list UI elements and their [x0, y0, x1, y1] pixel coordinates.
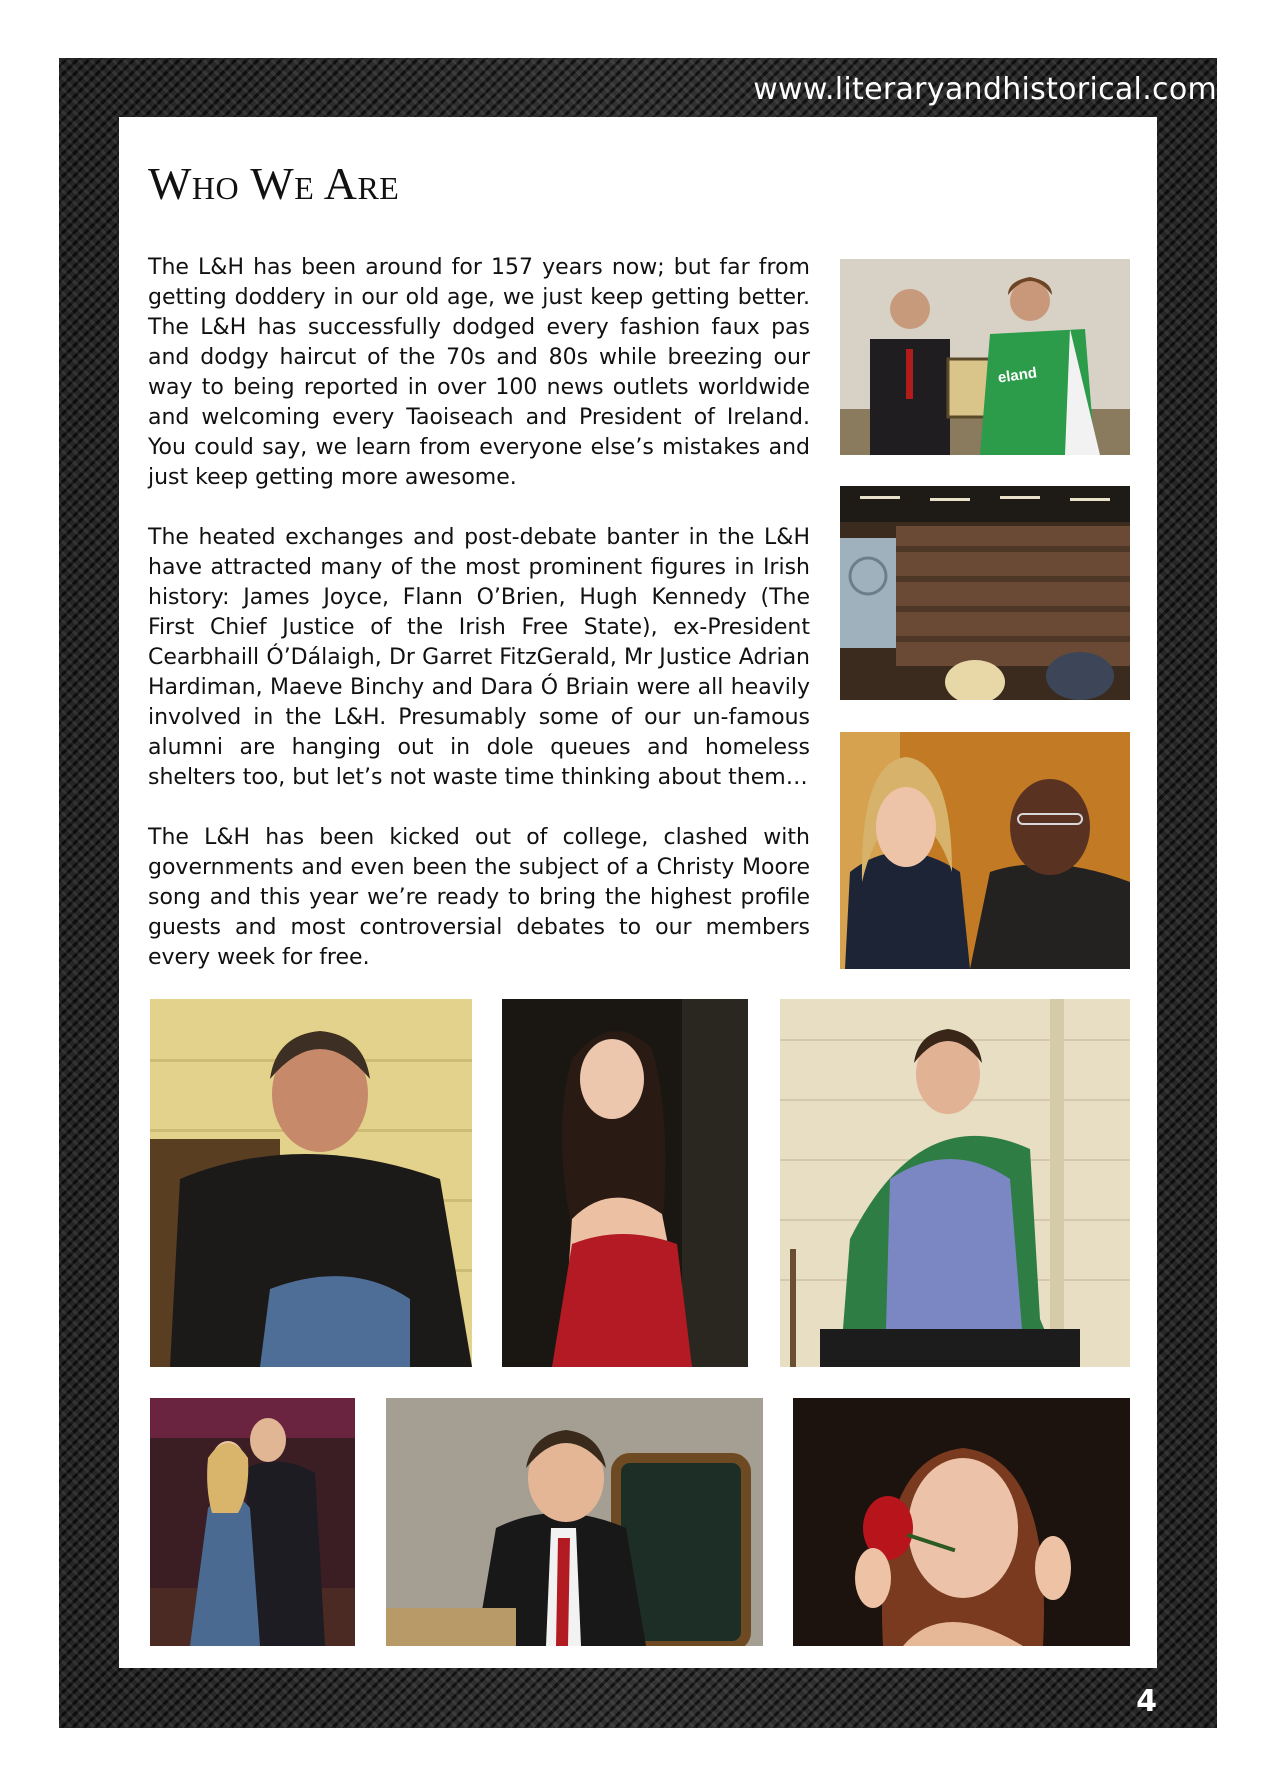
photo-ball-couple	[150, 1398, 355, 1646]
photo-guest-seated	[150, 999, 472, 1367]
photo-student-in-flag	[780, 999, 1130, 1367]
body-text	[148, 253, 810, 1003]
photo-award-presentation	[840, 259, 1130, 455]
photo-woman-with-rose	[793, 1398, 1130, 1646]
photo-woman-red-dress	[502, 999, 748, 1367]
paragraph-alumni: The heated exchanges and post-debate banter in the L&H have attracted many of the most prominent figures in Irish history: James Joyce, Flann O’Brien, Hugh Kennedy (The First Chief Justice of the Irish Free State), ex-President Cearbhaill Ó’Dálaigh, Dr Garret FitzGerald, Mr Justice Adrian Hardiman, Maeve Binchy and Dara Ó Briain were all heavily involved in the L&H. Presumably some of our un-famous alumni are hanging out in dole queues and homeless shelters too, but let’s not waste time thinking about them…	[148, 525, 810, 790]
photo-student-with-guest	[840, 732, 1130, 969]
photo-debate-chamber	[840, 486, 1130, 700]
page-number: 4	[1136, 1684, 1157, 1719]
page-title: Who We Are	[148, 158, 400, 209]
jersey-lettering: eland	[996, 364, 1039, 387]
photo-speaker-at-podium	[386, 1398, 763, 1646]
paragraph-controversy: The L&H has been kicked out of college, clashed with governments and even been the subject of a Christy Moore song and this year we’re ready to bring the highest profile guests and most controversial debates to our members every week for free.	[148, 825, 810, 970]
paragraph-history: The L&H has been around for 157 years now; but far from getting doddery in our old age, we just keep getting better. The L&H has successfully dodged every fashion faux pas and dodgy haircut of the 70s and 80s while breezing our way to being reported in over 100 news outlets worldwide and welcoming every Taoiseach and President of Ireland. You could say, we learn from everyone else’s mistakes and just keep getting more awesome.	[148, 255, 810, 490]
website-url[interactable]: www.literaryandhistorical.com	[753, 72, 1217, 107]
